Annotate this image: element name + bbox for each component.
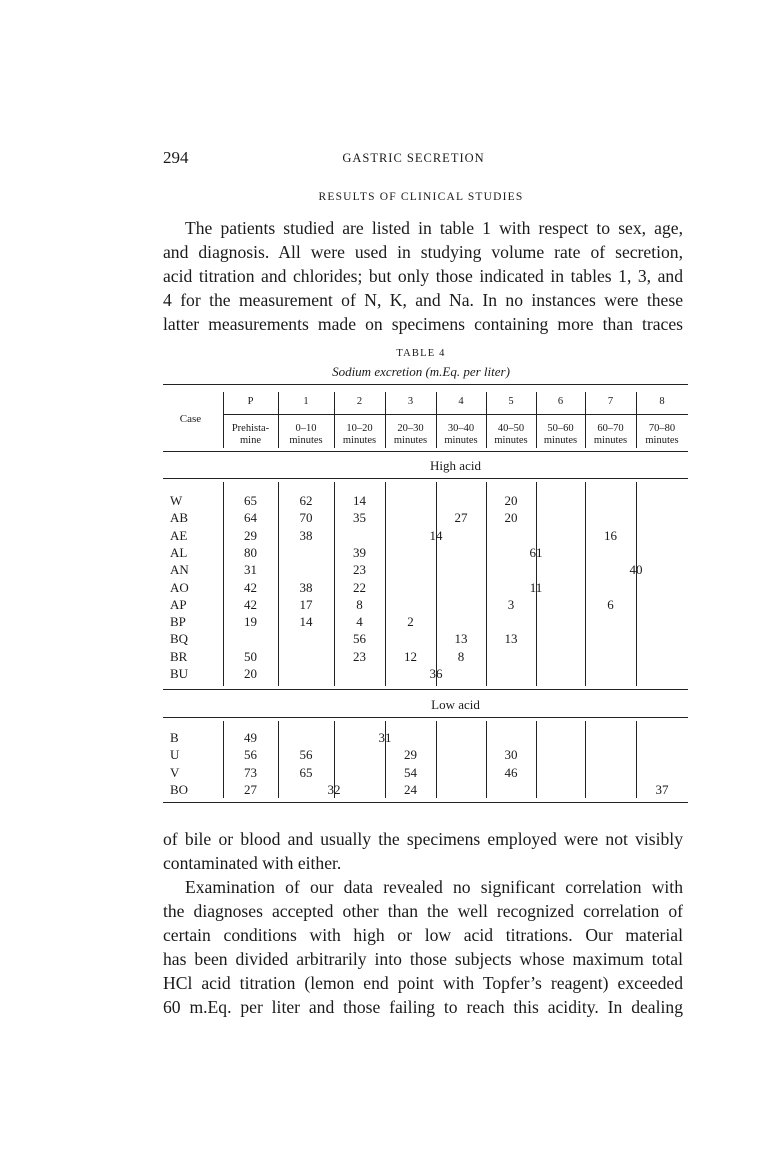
column-divider: [436, 721, 437, 798]
high-acid-rule: [163, 478, 688, 479]
column-subheader: Prehista-: [231, 423, 270, 434]
table-cell-value: 8: [457, 648, 465, 664]
table-cell-value: 42: [244, 579, 257, 595]
table-cell-value: 29: [244, 527, 257, 543]
table-cell-value: 80: [244, 544, 257, 560]
table-cell-value: 22: [353, 579, 366, 595]
case-label: AB: [170, 510, 189, 526]
column-subheader: minutes: [289, 435, 323, 446]
column-subheader: 30–40: [447, 423, 475, 434]
table-cell-value: 56: [244, 747, 257, 763]
text-line: 4 for the measurement of N, K, and Na. In no instances were these: [163, 290, 683, 310]
column-divider: [486, 721, 487, 798]
case-label: AL: [170, 544, 188, 560]
header-mid-rule: [223, 414, 688, 415]
case-header: Case: [179, 413, 202, 425]
text-line: acid titration and chlorides; but only those indicated in tables 1, 3, and: [163, 266, 683, 286]
table-cell-value: 14: [353, 493, 366, 508]
text-line: The patients studied are listed in table 1 with respect to sex, age,: [185, 218, 683, 238]
column-subheader: 10–20: [346, 423, 373, 434]
column-number: 5: [508, 396, 514, 407]
table-cell-value: 23: [353, 648, 366, 664]
table-cell-value: 42: [244, 596, 257, 612]
case-label: B: [170, 730, 179, 745]
table-bottom-rule: [163, 802, 688, 803]
column-number: P: [247, 396, 254, 407]
text-line: of bile or blood and usually the specimens employed were not visibly: [163, 829, 683, 849]
column-number: 1: [303, 396, 309, 407]
table-cell-value: 27: [454, 510, 468, 526]
table-cell-value: 62: [299, 493, 313, 508]
column-number: 2: [356, 396, 363, 407]
table-cell-value: 8: [356, 596, 363, 612]
table-cell-value: 35: [353, 510, 366, 526]
column-subheader: minutes: [494, 435, 528, 446]
table-cell-value: 36: [429, 666, 443, 681]
table-title: Sodium excretion (m.Eq. per liter): [332, 364, 510, 379]
section-divider-rule: [163, 689, 688, 690]
text-line: Examination of our data revealed no significant correlation with: [185, 877, 683, 897]
table-cell-value: 65: [244, 493, 257, 508]
case-label: AP: [170, 596, 187, 612]
text-line: 60 m.Eq. per liter and those failing to reach this acidity. In dealing: [163, 997, 683, 1017]
header-bottom-rule: [163, 451, 688, 452]
table-cell-value: 56: [299, 747, 313, 763]
group-label-high-acid: High acid: [430, 458, 481, 473]
table-cell-value: 24: [404, 781, 417, 797]
column-subheader: 20–30: [397, 423, 424, 434]
case-label: BO: [170, 781, 189, 797]
case-label: BP: [170, 614, 186, 630]
paragraph-contamination: [163, 827, 683, 875]
table-cell-value: 17: [299, 596, 313, 612]
column-subheader: 40–50: [497, 423, 525, 434]
table-cell-value: 11: [529, 579, 543, 595]
table-cell-value: 29: [404, 747, 417, 763]
column-subheader: minutes: [593, 435, 628, 446]
case-label: BQ: [170, 631, 189, 647]
case-label: AO: [170, 579, 189, 595]
running-head: GASTRIC SECRETION: [342, 151, 485, 165]
table-cell-value: 16: [604, 527, 617, 543]
text-line: contaminated with either.: [163, 853, 342, 873]
case-label: U: [170, 747, 180, 763]
table-cell-value: 46: [504, 764, 518, 780]
table-cell-value: 14: [299, 614, 313, 630]
table-cell-value: 37: [655, 781, 669, 797]
table-cell-value: 32: [327, 781, 341, 797]
table-cell-value: 54: [404, 764, 417, 780]
column-divider: [385, 482, 386, 686]
table-cell-value: 50: [244, 648, 257, 664]
column-divider: [334, 482, 335, 686]
group-label-low-acid: Low acid: [431, 697, 480, 712]
table-cell-value: 6: [607, 596, 614, 612]
column-divider: [223, 721, 224, 798]
table-cell-value: 14: [429, 527, 443, 543]
table-cell-value: 20: [504, 510, 518, 526]
table-label: TABLE 4: [396, 348, 446, 359]
table-cell-value: 39: [353, 544, 366, 560]
column-number: 6: [557, 396, 564, 407]
column-subheader: 60–70: [597, 423, 624, 434]
table-cell-value: 27: [244, 781, 257, 797]
table-cell-value: 73: [244, 764, 257, 780]
column-number: 8: [659, 396, 665, 407]
case-label: V: [170, 764, 180, 780]
column-divider: [636, 721, 637, 798]
column-subheader: minutes: [342, 435, 377, 446]
table-cell-value: 56: [353, 631, 366, 647]
table-cell-value: 13: [504, 631, 518, 647]
column-subheader: 0–10: [295, 423, 317, 434]
column-subheader: minutes: [645, 435, 679, 446]
text-line: latter measurements made on specimens containing more than traces: [163, 314, 683, 334]
case-label: W: [170, 493, 183, 508]
table-top-rule: [163, 384, 688, 385]
table-cell-value: 12: [404, 648, 417, 664]
low-acid-rule: [163, 717, 688, 718]
column-subheader: mine: [240, 435, 261, 446]
column-subheader: 70–80: [648, 423, 676, 434]
table-cell-value: 2: [407, 614, 414, 630]
text-line: and diagnosis. All were used in studying volume rate of secretion,: [163, 242, 683, 262]
column-divider: [278, 482, 279, 686]
case-label: BU: [170, 666, 189, 681]
column-subheader: minutes: [543, 435, 578, 446]
text-line: the diagnoses accepted other than the well recognized correlation of: [163, 901, 683, 921]
page-number: 294: [163, 148, 189, 167]
case-label: AE: [170, 527, 188, 543]
table-cell-value: 31: [244, 562, 257, 578]
column-subheader: 50–60: [547, 423, 574, 434]
paragraph-examination: [163, 875, 683, 1019]
text-line: HCl acid titration (lemon end point with Topfer’s reagent) exceeded: [163, 973, 683, 993]
table-cell-value: 61: [529, 544, 543, 560]
column-divider: [585, 721, 586, 798]
column-number: 3: [407, 396, 414, 407]
table-cell-value: 65: [299, 764, 313, 780]
table-cell-value: 38: [299, 579, 313, 595]
table-cell-value: 64: [244, 510, 257, 526]
column-subheader: minutes: [444, 435, 478, 446]
column-subheader: minutes: [393, 435, 428, 446]
table-cell-value: 38: [299, 527, 313, 543]
paragraph-intro: [163, 216, 683, 336]
column-divider: [536, 721, 537, 798]
column-divider: [223, 482, 224, 686]
table-cell-value: 23: [353, 562, 366, 578]
column-divider: [436, 482, 437, 686]
table-cell-value: 4: [356, 614, 363, 630]
table-cell-value: 20: [504, 493, 518, 508]
text-line: has been divided arbitrarily into those subjects whose maximum total: [163, 949, 683, 969]
table-cell-value: 3: [507, 596, 515, 612]
section-heading: RESULTS OF CLINICAL STUDIES: [318, 191, 524, 203]
table-cell-value: 40: [629, 562, 643, 578]
text-line: certain conditions with high or low acid titrations. Our material: [163, 925, 683, 945]
column-divider: [278, 721, 279, 798]
column-divider: [636, 482, 637, 686]
table-cell-value: 70: [299, 510, 313, 526]
table-cell-value: 13: [454, 631, 468, 647]
table-cell-value: 31: [378, 730, 392, 745]
column-divider: [585, 482, 586, 686]
case-label: BR: [170, 648, 188, 664]
column-number: 7: [607, 396, 614, 407]
table-cell-value: 49: [244, 730, 257, 745]
table-cell-value: 30: [504, 747, 518, 763]
column-divider: [486, 482, 487, 686]
table-cell-value: 20: [244, 666, 257, 681]
table-cell-value: 19: [244, 614, 257, 630]
column-number: 4: [458, 396, 464, 407]
case-label: AN: [170, 562, 189, 578]
